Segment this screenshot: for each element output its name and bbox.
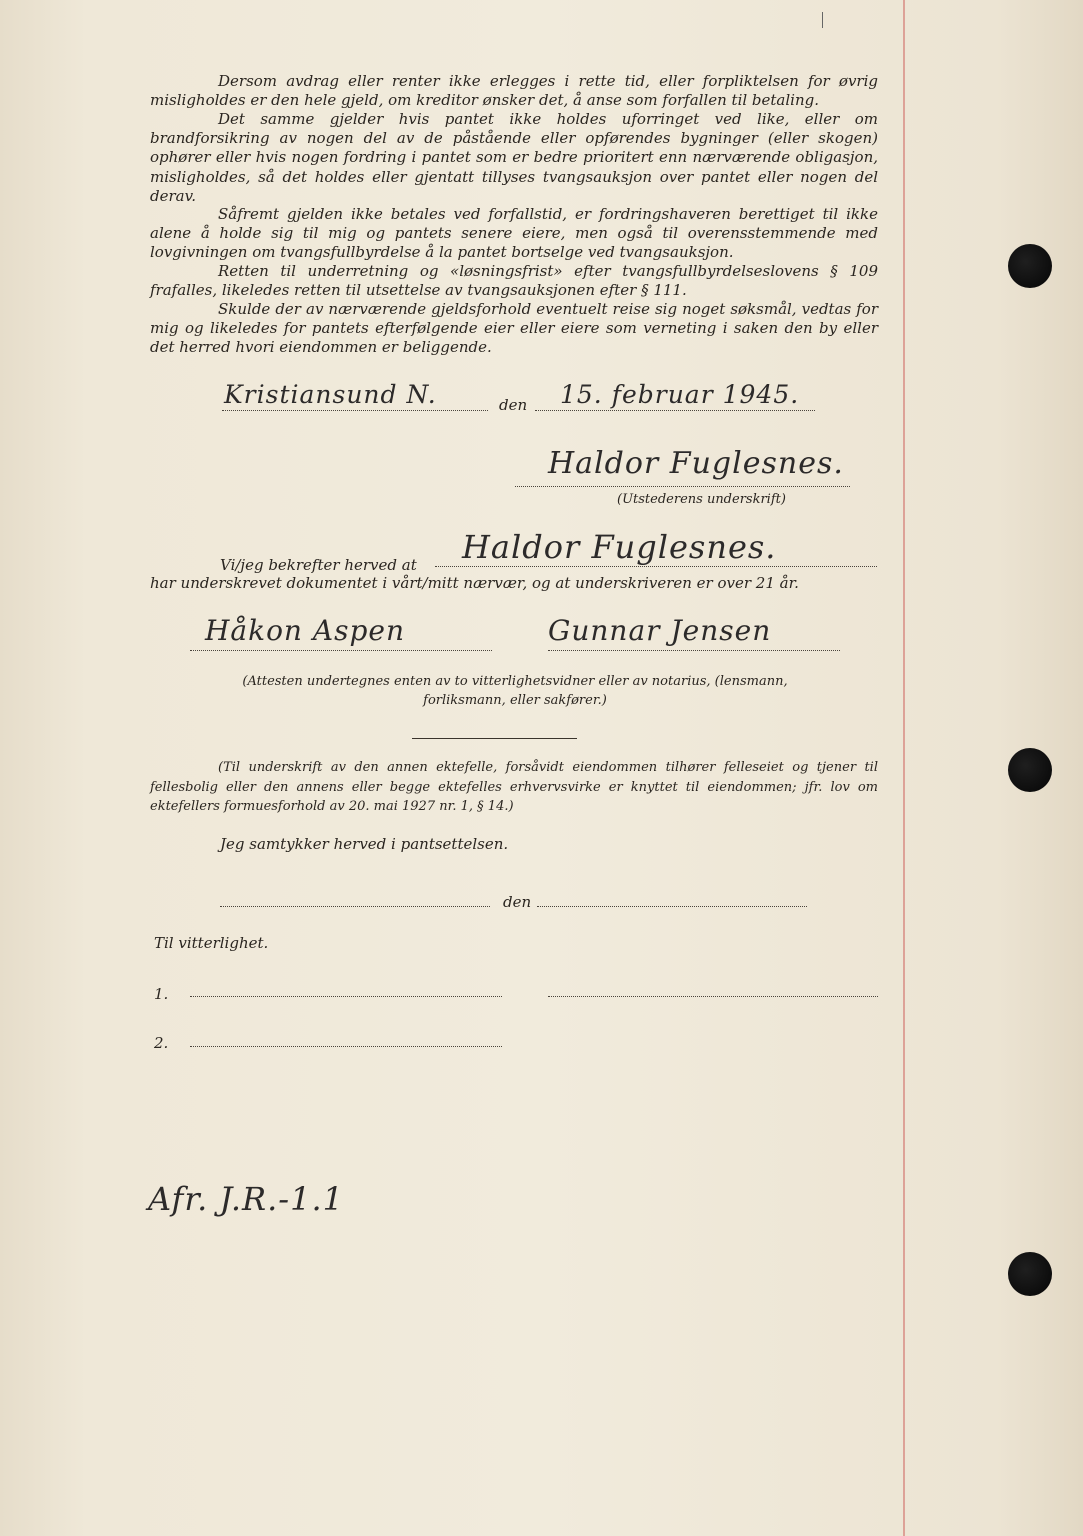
witness1-line — [190, 650, 492, 651]
witness2-signature: Gunnar Jensen — [548, 614, 772, 647]
witness-line-1-label: 1. — [154, 985, 169, 1003]
witness-line-1a — [190, 996, 502, 997]
attestation-note: (Attesten undertegnes enten av to vitterlighetsvidner eller av notarius, (lensmann, forliksmann, eller sakfører.) — [242, 674, 788, 708]
witness-line-2-label: 2. — [154, 1034, 169, 1052]
date-line — [535, 410, 815, 411]
attestation-statement: har underskrevet dokumentet i vårt/mitt nærvær, og at underskriveren er over 21 år. — [150, 574, 799, 592]
attested-name-line — [435, 566, 877, 567]
witness2-line — [548, 650, 840, 651]
terms-text: Skulde der av nærværende gjeldsforhold eventuelt reise sig noget søksmål, vedtas for mig og likeledes for pantets efterfølgende eier eller eiere som verneting i saken den by eller det herred hvori eiendommen er beliggende. — [150, 300, 878, 357]
terms-paragraph-insurance — [150, 110, 878, 206]
margin-rule — [903, 0, 905, 1536]
terms-text: Det samme gjelder hvis pantet ikke holdes uforringet ved like, eller om brandforsikring av nogen del av de påstående eller opførendes bygninger (eller skogen) ophører eller hvis nogen fordring i pantet som er bedre prioritert enn nærværende obligasjon, misligholdes, så det holdes eller gjentatt tillyses tvangsauksjon over pantet eller nogen del derav. — [150, 110, 878, 205]
terms-paragraph-enforcement — [150, 205, 878, 263]
witness-heading: Til vitterlighet. — [154, 934, 269, 952]
issuer-caption: (Utstederens underskrift) — [617, 492, 786, 507]
attested-name-handwriting: Haldor Fuglesnes. — [462, 528, 777, 566]
attestation-prefix: Vi/jeg bekrefter herved at — [220, 556, 417, 574]
date-handwriting: 15. februar 1945. — [560, 380, 800, 409]
witness-line-1b — [548, 996, 878, 997]
witness-line-2 — [190, 1046, 502, 1047]
section-divider — [412, 738, 577, 739]
consent-statement: Jeg samtykker herved i pantsettelsen. — [220, 835, 509, 853]
issuer-signature-line — [515, 486, 850, 487]
place-line — [222, 410, 488, 411]
issuer-signature: Haldor Fuglesnes. — [548, 446, 844, 481]
terms-paragraph-notice — [150, 262, 878, 300]
consent-den-label: den — [503, 893, 532, 911]
terms-text: Retten til underretning og «løsningsfrist» efter tvangsfullbyrdelseslovens § 109 frafalles, likeledes retten til utsettelse av tvangsauksjonen efter § 111. — [150, 262, 878, 300]
terms-paragraph-venue — [150, 300, 878, 358]
terms-paragraph-default — [150, 72, 878, 110]
consent-place-line — [220, 906, 490, 907]
spouse-note — [150, 758, 878, 817]
spouse-note-text: (Til underskrift av den annen ektefelle, forsåvidt eiendommen tilhører felleseiet og tjener til fellesbolig eller den annens eller begge ektefelles erhvervsvirke er knyttet til eiendommen; jfr. lov om ektefellers formuesforhold av 20. mai 1927 nr. 1, § 14.) — [150, 760, 878, 814]
binder-hole — [1008, 1252, 1052, 1296]
witness1-signature: Håkon Aspen — [205, 614, 405, 647]
terms-text: Dersom avdrag eller renter ikke erlegges i rette tid, eller forpliktelsen for øvrig misligholdes er den hele gjeld, om kreditor ønsker det, å anse som forfallen til betaling. — [150, 72, 878, 110]
binder-hole — [1008, 748, 1052, 792]
place-handwriting: Kristiansund N. — [224, 380, 437, 409]
footer-annotation: Afr. J.R.-1.1 — [148, 1180, 344, 1218]
top-mark — [822, 12, 823, 28]
binder-hole — [1008, 244, 1052, 288]
den-label: den — [499, 396, 528, 414]
terms-text: Såfremt gjelden ikke betales ved forfallstid, er fordringshaveren berettiget til ikke alene å holde sig til mig og pantets senere eiere, men også til overensstemmende med lovgivningen om tvangsfullbyrdelse å la pantet bortselge ved tvangsauksjon. — [150, 205, 878, 262]
consent-date-line — [537, 906, 807, 907]
